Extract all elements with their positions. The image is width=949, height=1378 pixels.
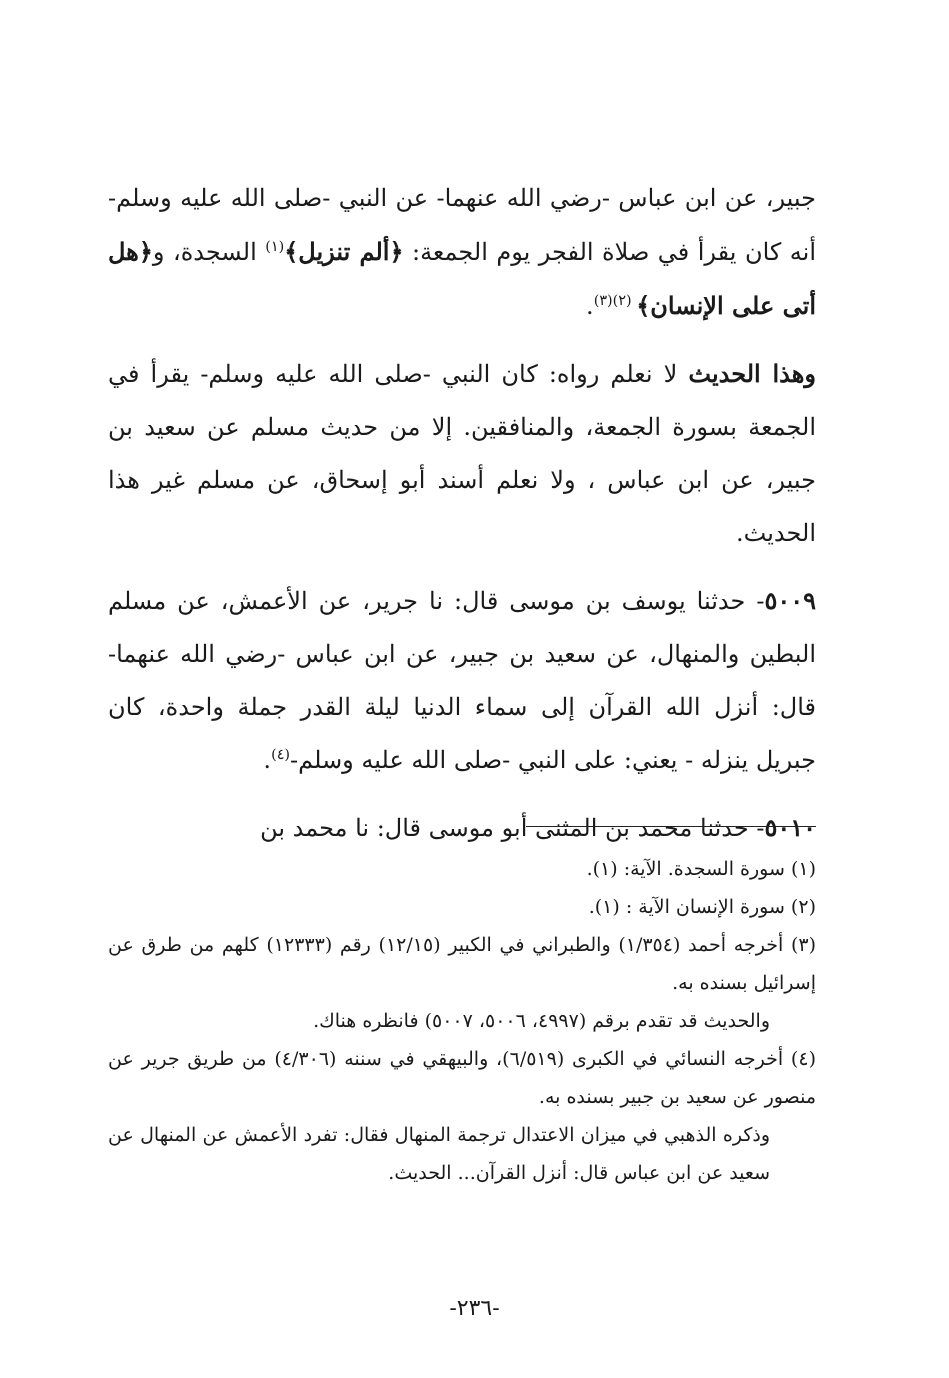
lead-in-phrase: وهذا الحديث — [688, 359, 816, 388]
hadith-number: ٥٠٠٩ — [764, 586, 816, 615]
page-number: -٢٣٦- — [449, 1296, 500, 1321]
paragraph-continuation: جبير، عن ابن عباس -رضي الله عنهما- عن النبي -صلى الله عليه وسلم- أنه كان يقرأ في صلاة الفجر يوم الجمعة: ﴿ألم تنزيل﴾$^{(١)}$ السجدة، و﴿هل أتى على الإنسان﴾ $^{(٢)(٣)}$. — [108, 184, 816, 320]
footnote-ref: (٢)(٣) — [593, 293, 637, 309]
main-text — [108, 172, 816, 869]
hadith-number: ٥٠١٠ — [764, 813, 816, 842]
footnote-2: (٢) سورة الإنسان الآية : (١). — [588, 896, 816, 918]
commentary-paragraph: وهذا الحديث لا نعلم رواه: كان النبي -صلى الله عليه وسلم- يقرأ في الجمعة بسورة الجمعة، والمنافقين. إلا من حديث مسلم عن سعيد بن جبير، عن ابن عباس ، ولا نعلم أسند أبو إسحاق، عن مسلم غير هذا الحديث. — [108, 359, 816, 547]
hadith-5009: ٥٠٠٩- حدثنا يوسف بن موسى قال: نا جرير، عن الأعمش، عن مسلم البطين والمنهال، عن سعيد بن جبير، عن ابن عباس -رضي الله عنهما- قال: أنزل الله القرآن إلى سماء الدنيا ليلة القدر جملة واحدة، كان جبريل ينزله - يعني: على النبي -صلى الله عليه وسلم-$^{(٤)}$. — [108, 586, 816, 774]
footnote-ref: (١) — [265, 239, 285, 255]
footnote-3-continuation: والحديث قد تقدم برقم (٤٩٩٧، ٥٠٠٦، ٥٠٠٧) فانظره هناك. — [313, 1010, 770, 1032]
footnote-separator — [526, 826, 816, 827]
footnotes — [108, 850, 816, 1192]
footnote-4: (٤) أخرجه النسائي في الكبرى (٦/٥١٩)، والبيهقي في سننه (٤/٣٠٦) من طريق جرير عن منصور عن سعيد بن جبير بسنده به. — [108, 1048, 816, 1108]
footnote-1: (١) سورة السجدة. الآية: (١). — [586, 858, 816, 880]
footnote-ref: (٤) — [271, 747, 291, 763]
footnote-4-continuation: وذكره الذهبي في ميزان الاعتدال ترجمة المنهال فقال: تفرد الأعمش عن المنهال عن سعيد عن ابن عباس قال: أنزل القرآن... الحديث. — [108, 1124, 770, 1184]
quran-quote: ﴿ألم تنزيل﴾ — [284, 237, 404, 266]
quran-quote: ﴿هل أتى على الإنسان﴾ — [108, 237, 816, 320]
footnote-3: (٣) أخرجه أحمد (١/٣٥٤) والطبراني في الكبير (١٢/١٥) رقم (١٢٣٣٣) كلهم من طرق عن إسرائيل بسنده به. — [108, 934, 816, 994]
hadith-5010: ٥٠١٠- حدثنا محمد بن المثنى أبو موسى قال: نا محمد بن — [260, 813, 816, 842]
